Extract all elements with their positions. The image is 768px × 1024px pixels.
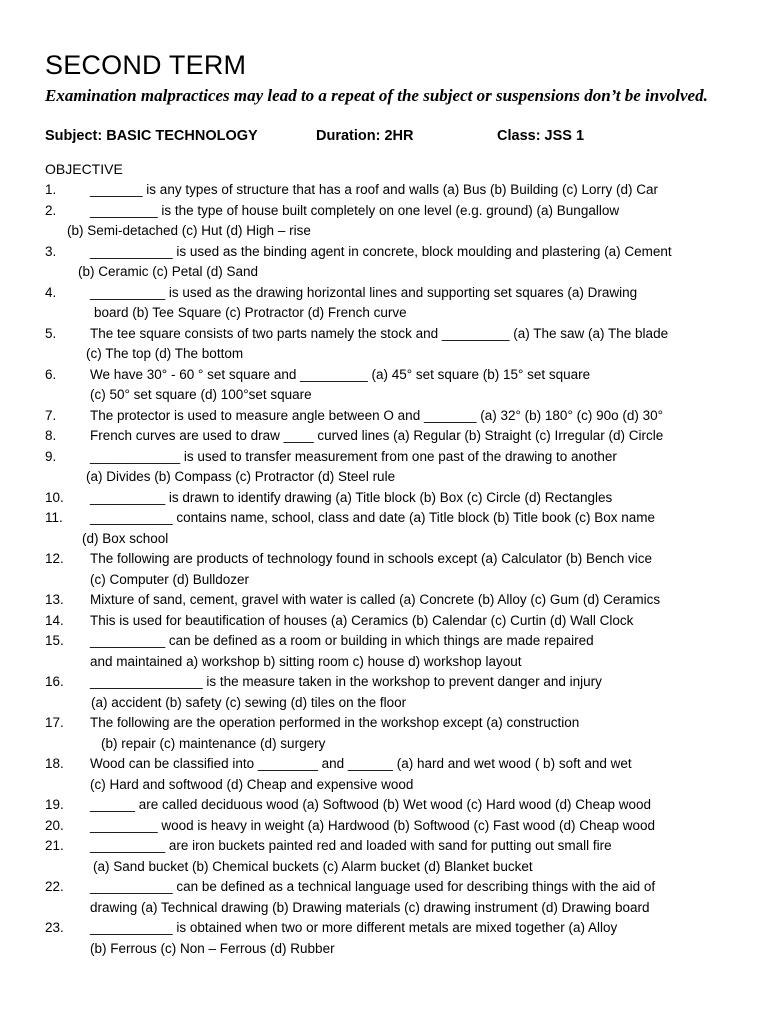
question-text: ___________ contains name, school, class and date (a) Title block (b) Title book (c) Box name xyxy=(90,510,656,525)
question-text: __________ are iron buckets painted red and loaded with sand for putting out small fire xyxy=(90,838,612,853)
question-text: The following are the operation performed in the workshop except (a) construction xyxy=(90,715,580,730)
question-number: 1. xyxy=(45,182,57,197)
subject-label: Subject: BASIC TECHNOLOGY xyxy=(45,128,258,144)
question-text: French curves are used to draw ____ curved lines (a) Regular (b) Straight (c) Irregular (d) Circle xyxy=(90,428,664,443)
question-text: ___________ is obtained when two or more different metals are mixed together (a) Alloy xyxy=(90,920,618,935)
question-item xyxy=(0,447,768,488)
question-number: 17. xyxy=(45,715,64,730)
question-options-continuation: (c) 50° set square (d) 100°set square xyxy=(90,387,312,402)
question-text: The protector is used to measure angle between O and _______ (a) 32° (b) 180° (c) 90o (d) 30° xyxy=(90,407,664,423)
question-number: 23. xyxy=(45,920,64,935)
question-text: The following are products of technology found in schools except (a) Calculator (b) Bench vice xyxy=(90,551,653,566)
question-item xyxy=(0,324,768,365)
question-item xyxy=(0,508,768,549)
question-text: _______ is any types of structure that has a roof and walls (a) Bus (b) Building (c) Lorry (d) Car xyxy=(90,182,659,197)
question-text: Mixture of sand, cement, gravel with water is called (a) Concrete (b) Alloy (c) Gum (d) Ceramics xyxy=(90,592,661,607)
question-item xyxy=(0,180,768,201)
question-item xyxy=(0,488,768,509)
page-title: SECOND TERM xyxy=(45,50,247,80)
question-options-continuation: (b) repair (c) maintenance (d) surgery xyxy=(101,735,326,751)
question-text: __________ can be defined as a room or building in which things are made repaired xyxy=(90,633,594,648)
question-text: ___________ is used as the binding agent in concrete, block moulding and plastering (a) Cement xyxy=(90,243,672,259)
question-number: 18. xyxy=(45,756,64,771)
question-number: 12. xyxy=(45,551,64,566)
question-options-continuation: (b) Semi-detached (c) Hut (d) High – rise xyxy=(67,223,311,238)
class-label: Class: JSS 1 xyxy=(497,128,585,144)
question-item xyxy=(0,426,768,447)
question-number: 11. xyxy=(45,510,63,525)
question-item xyxy=(0,754,768,795)
question-item xyxy=(0,201,768,242)
question-options-continuation: (d) Box school xyxy=(82,530,169,546)
malpractice-warning: Examination malpractices may lead to a repeat of the subject or suspensions don’t be involved. xyxy=(45,86,708,105)
question-item xyxy=(0,672,768,713)
question-options-continuation: (a) Sand bucket (b) Chemical buckets (c) Alarm bucket (d) Blanket bucket xyxy=(93,858,533,874)
question-item xyxy=(0,365,768,406)
question-item xyxy=(0,713,768,754)
question-text: ____________ is used to transfer measurement from one past of the drawing to another xyxy=(90,448,617,464)
question-options-continuation: drawing (a) Technical drawing (b) Drawing materials (c) drawing instrument (d) Drawing board xyxy=(90,899,650,915)
question-item xyxy=(0,918,768,959)
question-number: 21. xyxy=(45,838,64,853)
question-number: 3. xyxy=(45,243,57,259)
question-text: ___________ can be defined as a technical language used for describing things with the aid of xyxy=(90,879,656,894)
section-heading: OBJECTIVE xyxy=(45,161,123,177)
question-number: 13. xyxy=(45,592,64,607)
question-item xyxy=(0,242,768,283)
question-number: 14. xyxy=(45,612,64,628)
question-text: __________ is drawn to identify drawing (a) Title block (b) Box (c) Circle (d) Rectangles xyxy=(90,489,613,505)
question-options-continuation: (a) accident (b) safety (c) sewing (d) tiles on the floor xyxy=(91,694,407,710)
question-item xyxy=(0,836,768,877)
question-text: This is used for beautification of houses (a) Ceramics (b) Calendar (c) Curtin (d) Wall Clock xyxy=(90,612,634,628)
question-item xyxy=(0,611,768,632)
duration-label: Duration: 2HR xyxy=(316,128,414,144)
question-number: 4. xyxy=(45,284,57,300)
question-item xyxy=(0,631,768,672)
question-options-continuation: (c) Computer (d) Bulldozer xyxy=(90,571,250,587)
question-text: We have 30° - 60 ° set square and _________ (a) 45° set square (b) 15° set square xyxy=(90,366,591,382)
question-text: The tee square consists of two parts namely the stock and _________ (a) The saw (a) The blade xyxy=(90,325,669,341)
question-item xyxy=(0,549,768,590)
question-number: 20. xyxy=(45,817,64,833)
question-text: _________ wood is heavy in weight (a) Hardwood (b) Softwood (c) Fast wood (d) Cheap wood xyxy=(90,817,656,833)
question-text: _______________ is the measure taken in the workshop to prevent danger and injury xyxy=(90,674,602,689)
question-number: 8. xyxy=(45,428,57,443)
question-number: 22. xyxy=(45,879,64,894)
question-options-continuation: board (b) Tee Square (c) Protractor (d) French curve xyxy=(94,305,407,320)
question-text: __________ is used as the drawing horizontal lines and supporting set squares (a) Drawing xyxy=(90,284,638,300)
question-number: 10. xyxy=(45,489,64,505)
question-number: 19. xyxy=(45,797,64,812)
question-number: 2. xyxy=(45,202,57,218)
question-number: 9. xyxy=(45,448,57,464)
question-item xyxy=(0,877,768,918)
question-list xyxy=(0,180,768,959)
question-options-continuation: (b) Ceramic (c) Petal (d) Sand xyxy=(78,264,259,279)
question-options-continuation: and maintained a) workshop b) sitting room c) house d) workshop layout xyxy=(90,653,522,669)
question-number: 15. xyxy=(45,633,64,648)
question-options-continuation: (c) The top (d) The bottom xyxy=(86,346,244,361)
question-options-continuation: (a) Divides (b) Compass (c) Protractor (d) Steel rule xyxy=(86,469,396,484)
question-item xyxy=(0,406,768,427)
question-options-continuation: (b) Ferrous (c) Non – Ferrous (d) Rubber xyxy=(90,940,335,956)
question-text: _________ is the type of house built completely on one level (e.g. ground) (a) Bungallow xyxy=(90,202,620,218)
question-item xyxy=(0,283,768,324)
question-number: 16. xyxy=(45,674,64,689)
question-number: 6. xyxy=(45,366,57,382)
question-text: Wood can be classified into ________ and ______ (a) hard and wet wood ( b) soft and wet xyxy=(90,756,632,771)
question-item xyxy=(0,816,768,837)
question-options-continuation: (c) Hard and softwood (d) Cheap and expensive wood xyxy=(90,776,414,792)
question-number: 5. xyxy=(45,325,57,341)
question-item xyxy=(0,590,768,611)
question-item xyxy=(0,795,768,816)
question-number: 7. xyxy=(45,407,57,423)
question-text: ______ are called deciduous wood (a) Softwood (b) Wet wood (c) Hard wood (d) Cheap wood xyxy=(90,797,652,812)
